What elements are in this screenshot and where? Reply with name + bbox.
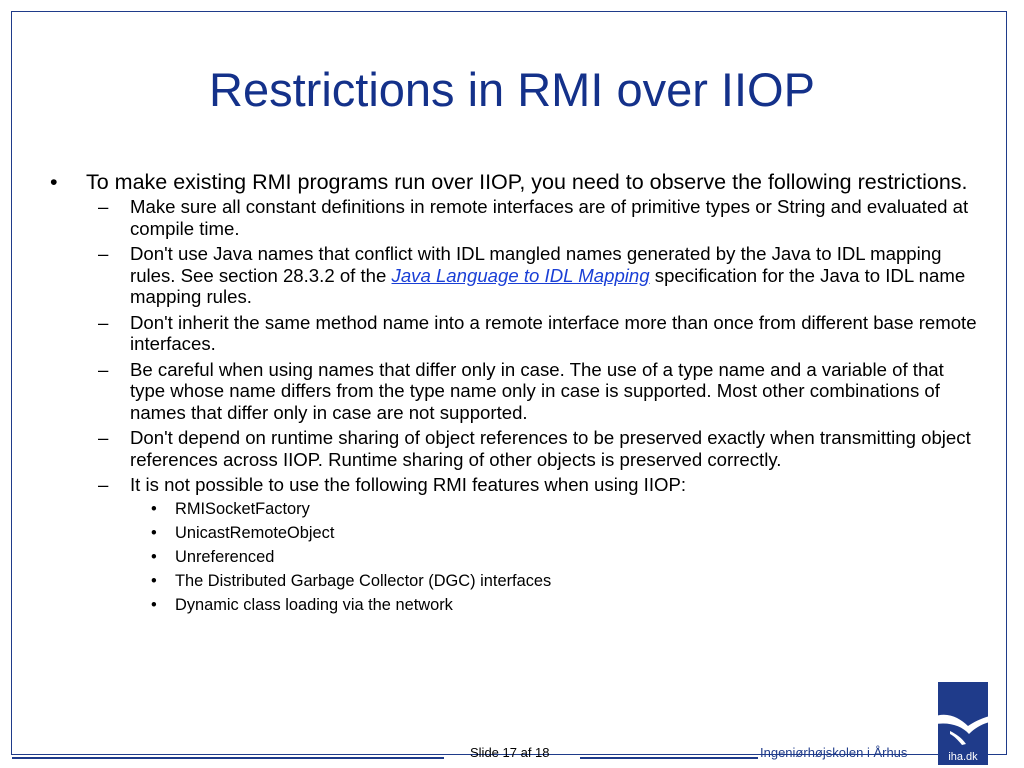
bullet-dash: – <box>98 243 109 264</box>
feature-text: RMISocketFactory <box>175 499 310 518</box>
bullet-dot: • <box>151 523 157 542</box>
sub-bullet-text: Make sure all constant definitions in remote interfaces are of primitive types or String and evaluated at compile time. <box>130 196 969 239</box>
footer-divider-left <box>12 757 444 759</box>
bullet-dot: • <box>151 547 157 566</box>
bullet-dot: • <box>151 571 157 590</box>
sub-bullet <box>48 196 978 239</box>
bullet-dash: – <box>98 311 109 333</box>
sub-bullet <box>48 427 978 470</box>
feature-text: Unreferenced <box>175 547 275 566</box>
feature-item <box>48 596 978 615</box>
bullet-dot: • <box>151 595 157 614</box>
sub-bullet-text-before-link: Don't use Java names that conflict with IDL mangled names generated by the Java to IDL mapping rules. See section 28.3.2 of the <box>130 243 942 286</box>
sub-bullet-text: Be careful when using names that differ only in case. The use of a type name and a variable of that type whose name differs from the type name only in case is supported. Most other combinations of names that differ only in case are not supported. <box>130 358 944 423</box>
feature-item <box>48 548 978 567</box>
feature-item <box>48 572 978 591</box>
school-name: Ingeniørhøjskolen i Århus <box>760 745 908 760</box>
feature-item <box>48 500 978 519</box>
sub-bullet <box>48 474 978 496</box>
slide-content <box>48 170 978 620</box>
sub-bullet <box>48 359 978 424</box>
iha-logo-icon <box>938 682 988 765</box>
bullet-dot: • <box>151 499 157 518</box>
bullet-dash: – <box>98 358 109 380</box>
bullet-dash: – <box>98 474 109 495</box>
slide-title: Restrictions in RMI over IIOP <box>209 63 815 116</box>
sub-bullet <box>48 312 978 355</box>
slide-number: Slide 17 af 18 <box>470 745 550 760</box>
sub-bullet-text: Don't inherit the same method name into a remote interface more than once from different base remote interfaces. <box>130 311 977 354</box>
bullet-dot: • <box>50 170 58 194</box>
sub-bullet-text-after-link: specification for the Java to IDL name mapping rules. <box>130 264 966 307</box>
feature-text: The Distributed Garbage Collector (DGC) interfaces <box>175 571 552 590</box>
bullet-dash: – <box>98 427 109 448</box>
feature-item <box>48 524 978 543</box>
intro-bullet <box>48 170 978 194</box>
sub-bullet-text: It is not possible to use the following RMI features when using IIOP: <box>130 474 687 495</box>
idl-mapping-link[interactable]: Java Language to IDL Mapping <box>391 264 650 286</box>
feature-text: UnicastRemoteObject <box>175 523 335 542</box>
intro-bullet-text: To make existing RMI programs run over IIOP, you need to observe the following restrictions. <box>86 170 968 194</box>
logo-text: iha.dk <box>948 751 978 763</box>
bullet-dash: – <box>98 196 109 217</box>
feature-text: Dynamic class loading via the network <box>175 595 453 614</box>
footer-divider-right <box>580 757 758 759</box>
sub-bullet-text: Don't depend on runtime sharing of object references to be preserved exactly when transmitting object references across IIOP. Runtime sharing of other objects is preserved correctly. <box>130 427 971 470</box>
sub-bullet <box>48 243 978 308</box>
